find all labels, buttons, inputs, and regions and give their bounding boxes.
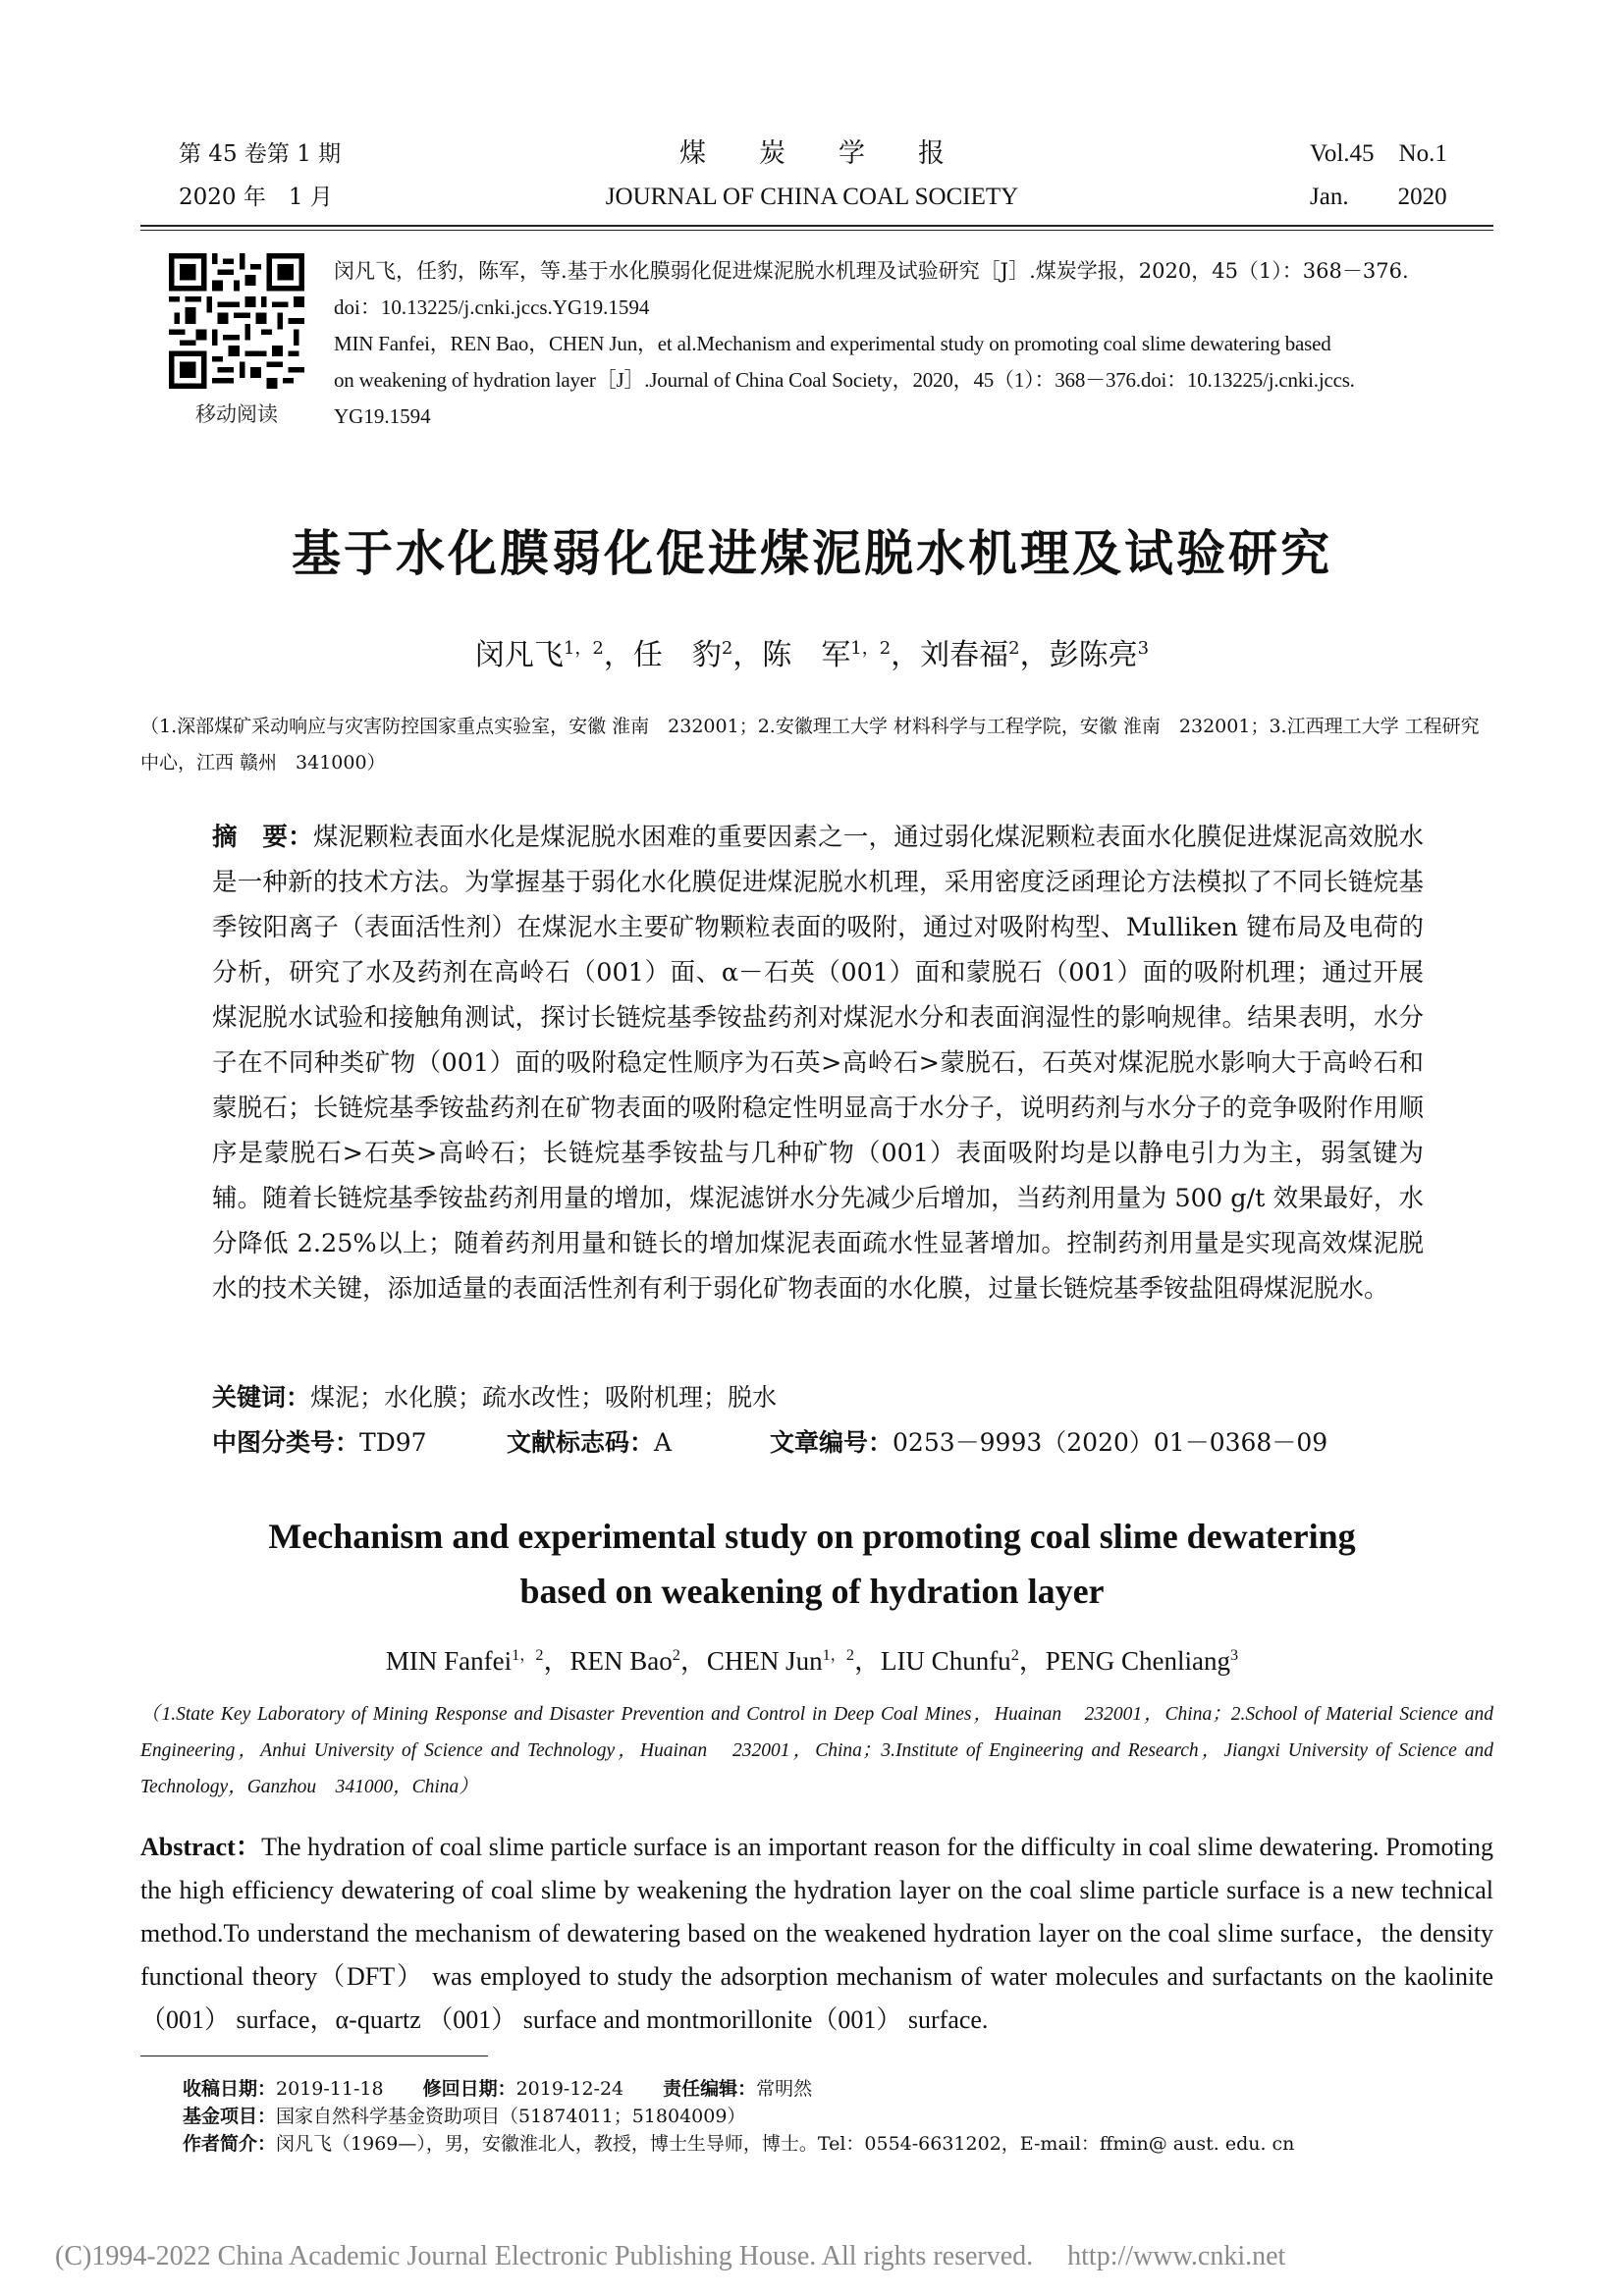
citation-en-line: on weakening of hydration layer［J］.Journal of China Coal Society，2020，45（1）：368－376.doi：10.13225/j.cnki.jccs. — [334, 368, 1355, 392]
footnote-author-bio — [183, 2130, 1459, 2158]
keywords-cn — [212, 1378, 777, 1417]
author-affiliation-mark: 1，2 — [822, 1646, 854, 1664]
header-rule-top — [140, 225, 1493, 227]
received-date: 2019-11-18 — [276, 2078, 384, 2100]
title-en-line: based on weakening of hydration layer — [519, 1572, 1105, 1611]
article-number-label: 文章编号： — [770, 1428, 893, 1457]
page-title-en — [0, 1509, 1624, 1619]
author-separator: ， — [679, 1646, 707, 1676]
abstract-text-en: The hydration of coal slime particle surface is an important reason for the difficulty in coal slime dewatering. Promoting the high efficiency dewatering of coal slime by weakening the hydration layer on the coal slime particle surface is a new technical method.To understand the mechanism of dewatering based on the weakened hydration layer on the coal slime surface，the density functional theory（DFT） was employed to study the adsorption mechanism of water molecules and surfactants on the kaolinite（001） surface，α-quartz （001） surface and montmorillonite（001） surface. — [140, 1833, 1493, 2034]
affiliations-cn: （1.深部煤矿采动响应与灾害防控国家重点实验室，安徽 淮南 232001；2.安徽理工大学 材料科学与工程学院，安徽 淮南 232001；3.江西理工大学 工程研究中心，江西 赣州 341000） — [140, 716, 1480, 774]
fund-text: 国家自然科学基金资助项目（51874011；51804009） — [276, 2106, 746, 2127]
author-bio-text[interactable]: 闵凡飞（1969—），男，安徽淮北人，教授，博士生导师，博士。Tel：0554-6631202，E-mail：ffmin@ aust. edu. cn — [276, 2133, 1295, 2155]
author-affiliation-mark: 2 — [1008, 638, 1020, 659]
header-rule-bottom — [140, 230, 1493, 231]
author-name-en[interactable]: CHEN Jun — [706, 1646, 823, 1676]
citation-cn-line: 闵凡飞，任豹，陈军，等.基于水化膜弱化促进煤泥脱水机理及试验研究［J］.煤炭学报，2020，45（1）：368－376. — [334, 259, 1409, 283]
keywords-text: 煤泥；水化膜；疏水改性；吸附机理；脱水 — [310, 1383, 778, 1412]
authors-en — [0, 1639, 1624, 1678]
article-number-value: 0253－9993（2020）01－0368－09 — [893, 1428, 1328, 1457]
author-name[interactable]: 闵凡飞 — [474, 638, 564, 672]
citation-en-line: YG19.1594 — [334, 404, 431, 428]
received-label: 收稿日期： — [183, 2078, 277, 2100]
author-affiliation-mark: 1，2 — [850, 638, 892, 659]
author-name-en[interactable]: REN Bao — [569, 1646, 673, 1676]
classification-line — [212, 1423, 1424, 1463]
author-name[interactable]: 刘春福 — [920, 638, 1009, 672]
author-affiliation-mark: 1，2 — [512, 1646, 544, 1664]
author-affiliation-mark: 1，2 — [563, 638, 604, 659]
author-name-en[interactable]: LIU Chunfu — [880, 1646, 1011, 1676]
keywords-label: 关键词： — [212, 1383, 311, 1412]
author-separator: ， — [1018, 1646, 1046, 1676]
author-affiliation-mark: 2 — [721, 638, 733, 659]
footnote-dates — [183, 2075, 1459, 2103]
author-name[interactable]: 陈 军 — [762, 638, 851, 672]
title-en-line: Mechanism and experimental study on promoting coal slime dewatering — [268, 1517, 1356, 1556]
journal-name-cn: 煤 炭 学 报 — [679, 138, 945, 169]
clc-value: TD97 — [359, 1428, 427, 1457]
author-name-en[interactable]: MIN Fanfei — [385, 1646, 513, 1676]
header-volume-issue: 第 45 卷第 1 期 — [179, 141, 342, 167]
abstract-label-en: Abstract： — [140, 1833, 262, 1861]
header-date: 2020 年 1 月 — [179, 185, 333, 210]
citation-cn-doi[interactable]: doi：10.13225/j.cnki.jccs.YG19.1594 — [334, 295, 650, 319]
abstract-en — [140, 1826, 1493, 2042]
author-name-en[interactable]: PENG Chenliang — [1045, 1646, 1231, 1676]
qr-code-icon[interactable] — [169, 253, 304, 389]
citation-block — [334, 253, 1494, 435]
qr-caption: 移动阅读 — [195, 402, 278, 426]
journal-name-en: JOURNAL OF CHINA COAL SOCIETY — [605, 184, 1019, 210]
author-affiliation-mark: 2 — [1010, 1646, 1019, 1664]
abstract-cn — [212, 815, 1424, 1311]
revised-date: 2019-12-24 — [515, 2078, 624, 2100]
affiliations-en: （1.State Key Laboratory of Mining Response and Disaster Prevention and Control in Deep Coal Mines，Huainan 232001，China；2.School of Material Science and Engineering，Anhui University of Science and Technology，Huainan 232001，China；3.Institute of Engineering and Research，Jiangxi University of Science and Technology，Ganzhou 341000，China） — [140, 1704, 1493, 1797]
header-vol-no-en: Vol.45 No.1 — [1310, 140, 1447, 167]
author-affiliation-mark: 3 — [1230, 1646, 1239, 1664]
author-name[interactable]: 彭陈亮 — [1049, 638, 1138, 672]
page-title-cn: 基于水化膜弱化促进煤泥脱水机理及试验研究 — [292, 525, 1332, 582]
author-separator: ， — [543, 1646, 570, 1676]
abstract-label-cn: 摘 要： — [212, 823, 313, 852]
author-affiliation-mark: 2 — [672, 1646, 680, 1664]
author-separator: ， — [891, 638, 921, 672]
document-code-label: 文献标志码： — [507, 1428, 655, 1457]
copyright-notice[interactable]: (C)1994-2022 China Academic Journal Electronic Publishing House. All rights reserved. http://www.cnki.net — [55, 2241, 1286, 2271]
citation-en-line: MIN Fanfei，REN Bao，CHEN Jun，et al.Mechanism and experimental study on promoting coal slime dewatering based — [334, 332, 1331, 355]
clc-label: 中图分类号： — [212, 1428, 360, 1457]
editor-name: 常明然 — [756, 2078, 813, 2100]
author-separator: ， — [1019, 638, 1050, 672]
author-bio-label: 作者简介： — [183, 2133, 277, 2155]
author-separator: ， — [603, 638, 633, 672]
author-separator: ， — [853, 1646, 881, 1676]
author-name[interactable]: 任 豹 — [632, 638, 722, 672]
fund-label: 基金项目： — [183, 2106, 277, 2127]
revised-label: 修回日期： — [422, 2078, 516, 2100]
footnote-fund — [183, 2103, 1459, 2130]
editor-label: 责任编辑： — [663, 2078, 757, 2100]
document-code-value: A — [654, 1428, 673, 1457]
header-date-en: Jan. 2020 — [1310, 184, 1447, 210]
author-separator: ， — [732, 638, 763, 672]
authors-cn — [0, 630, 1624, 673]
author-affiliation-mark: 3 — [1137, 638, 1150, 659]
abstract-text-cn: 煤泥颗粒表面水化是煤泥脱水困难的重要因素之一，通过弱化煤泥颗粒表面水化膜促进煤泥高效脱水是一种新的技术方法。为掌握基于弱化水化膜促进煤泥脱水机理，采用密度泛函理论方法模拟了不同长链烷基季铵阳离子（表面活性剂）在煤泥水主要矿物颗粒表面的吸附，通过对吸附构型、Mulliken 键布局及电荷的分析，研究了水及药剂在高岭石（001）面、α－石英（001）面和蒙脱石（001）面的吸附机理；通过开展煤泥脱水试验和接触角测试，探讨长链烷基季铵盐药剂对煤泥水分和表面润湿性的影响规律。结果表明，水分子在不同种类矿物（001）面的吸附稳定性顺序为石英>高岭石>蒙脱石，石英对煤泥脱水影响大于高岭石和蒙脱石；长链烷基季铵盐药剂在矿物表面的吸附稳定性明显高于水分子，说明药剂与水分子的竞争吸附作用顺序是蒙脱石>石英>高岭石；长链烷基季铵盐与几种矿物（001）表面吸附均是以静电引力为主，弱氢键为辅。随着长链烷基季铵盐药剂用量的增加，煤泥滤饼水分先减少后增加，当药剂用量为 500 g/t 效果最好，水分降低 2.25%以上；随着药剂用量和链长的增加煤泥表面疏水性显著增加。控制药剂用量是实现高效煤泥脱水的技术关键，添加适量的表面活性剂有利于弱化矿物表面的水化膜，过量长链烷基季铵盐阻碍煤泥脱水。 — [212, 823, 1424, 1304]
